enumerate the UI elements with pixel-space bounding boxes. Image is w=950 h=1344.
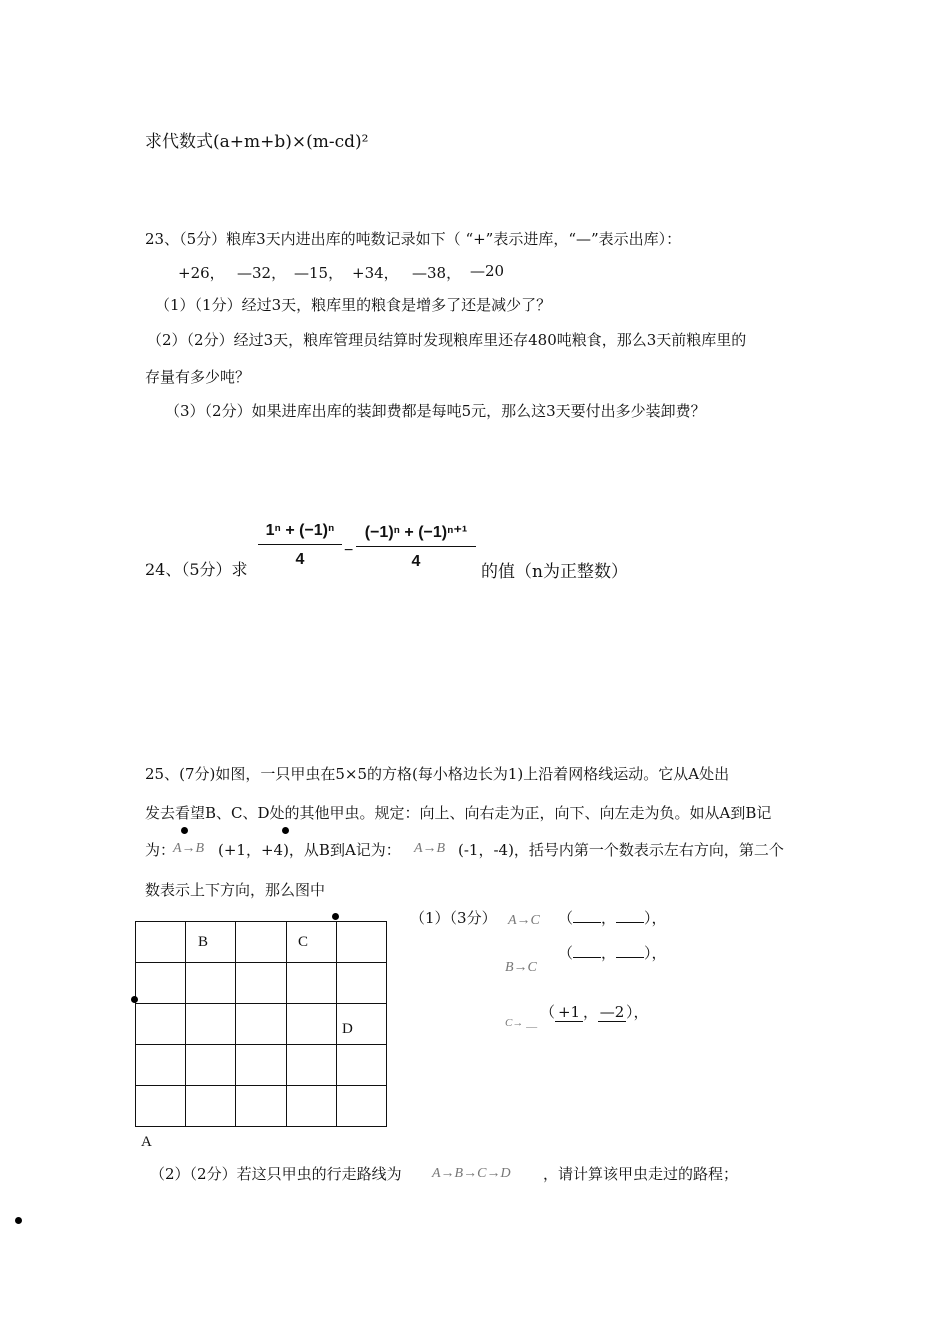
q25-line3-a: 为： <box>145 841 176 859</box>
fraction-denominator: 4 <box>295 551 305 568</box>
answer-c <box>540 1001 649 1022</box>
q23-title: 23、（5分）粮库3天内进出库的吨数记录如下（ “+”表示进库，“—”表示出库）： <box>145 230 682 248</box>
q23-part3: （3）（2分）如果进库出库的装卸费都是每吨5元，那么这3天要付出多少装卸费？ <box>165 402 706 420</box>
answer-blank[interactable] <box>616 957 644 958</box>
answer-bc <box>558 942 667 963</box>
answer-blank[interactable] <box>573 922 601 923</box>
q25-sub1-label: （1）（3分） <box>410 909 497 927</box>
grid-label-d: D <box>342 1021 353 1037</box>
q25-line1: 25、(7分)如图，一只甲虫在5×5的方格(每小格边长为1)上沿着网格线运动。它从A处出 <box>145 765 730 783</box>
dot-marker <box>131 996 138 1003</box>
q24-suffix: 的值（n为正整数） <box>481 562 628 582</box>
comma: ， <box>601 909 617 927</box>
answer-ac <box>558 907 667 928</box>
q25-line2: 发去看望B、C、D处的其他甲虫。规定：向上、向右走为正，向下、向左走为负。如从A到B记 <box>145 804 772 822</box>
q24-prefix: 24、（5分）求 <box>145 560 248 579</box>
q25-line3-b: (+1，+4)，从B到A记为： <box>218 841 401 859</box>
q24-fraction-1 <box>258 522 342 569</box>
arrow-notation: A→C <box>508 913 540 928</box>
q25-sub2-a: （2）（2分）若这只甲虫的行走路线为 <box>150 1165 402 1183</box>
grid-label-a: A <box>141 1134 152 1150</box>
minus-sign: − <box>344 542 354 559</box>
paren-open: （ <box>558 909 574 927</box>
q23-value: —15， <box>294 264 344 282</box>
q23-value: —20 <box>470 262 505 280</box>
q23-value: +34， <box>352 264 399 282</box>
arrow-notation: A→B <box>414 841 446 856</box>
comma: ， <box>583 1003 599 1021</box>
dot-marker <box>332 913 339 920</box>
fraction-numerator: (−1)ⁿ + (−1)ⁿ⁺¹ <box>356 522 476 547</box>
answer-blank[interactable] <box>573 957 601 958</box>
q23-value: +26， <box>178 264 225 282</box>
answer-blank[interactable] <box>616 922 644 923</box>
answer-value: +1 <box>555 1003 583 1022</box>
q23-part2-line2: 存量有多少吨？ <box>145 368 251 386</box>
answer-value: —2 <box>599 1003 625 1021</box>
paren-close: ）， <box>626 1003 649 1021</box>
grid-label-c: C <box>298 934 309 950</box>
comma: ， <box>601 944 617 962</box>
fraction-numerator: 1ⁿ + (−1)ⁿ <box>258 522 342 545</box>
arrow-notation: C→ __ <box>505 1017 538 1029</box>
q23-part1: （1）（1分）经过3天，粮库里的粮食是增多了还是减少了？ <box>155 296 552 314</box>
fraction-denominator: 4 <box>411 553 421 570</box>
q23-value: —32， <box>237 264 287 282</box>
q25-line3-c: (-1，-4)，括号内第一个数表示左右方向，第二个 <box>458 841 784 859</box>
q23-part2-line1: （2）（2分）经过3天，粮库管理员结算时发现粮库里还存480吨粮食，那么3天前粮库里的 <box>147 331 747 349</box>
expression-line: 求代数式(a+m+b)×(m-cd)² <box>145 132 369 152</box>
paren-open: （ <box>558 944 574 962</box>
paren-close: ）， <box>644 944 667 962</box>
dot-marker <box>15 1217 22 1224</box>
q23-value: —38， <box>412 264 462 282</box>
paren-open: （ <box>540 1003 556 1021</box>
grid-label-b: B <box>198 934 209 950</box>
q24-fraction-2 <box>356 522 476 571</box>
arrow-notation: B→C <box>505 960 537 975</box>
dot-marker <box>282 827 289 834</box>
dot-marker <box>181 827 188 834</box>
arrow-notation: A→B <box>173 841 205 856</box>
paren-close: ）， <box>644 909 667 927</box>
q25-sub2-b: ，请计算该甲虫走过的路程； <box>543 1165 739 1183</box>
path-notation: A→B→C→D <box>432 1166 511 1181</box>
q25-line4: 数表示上下方向，那么图中 <box>145 881 326 899</box>
